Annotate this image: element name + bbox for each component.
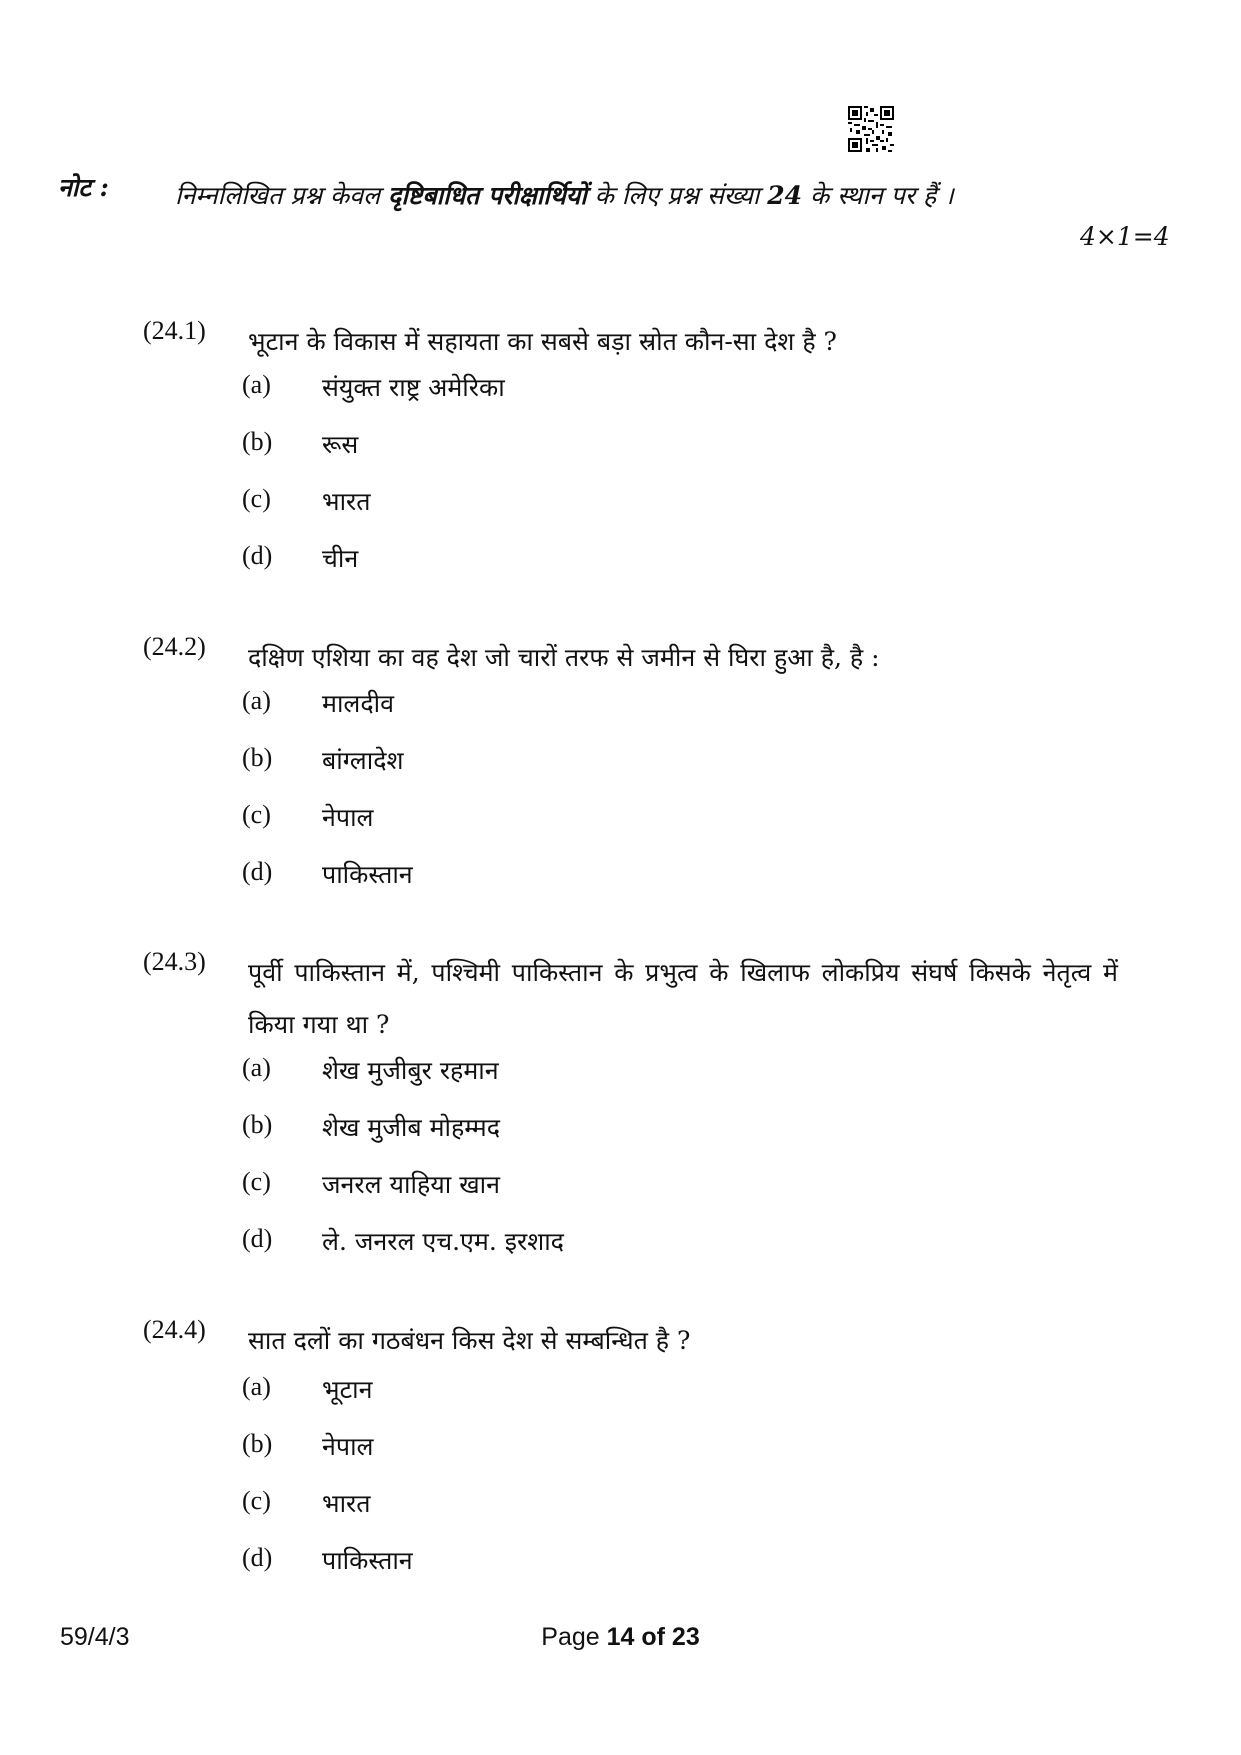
note-text xyxy=(175,170,1125,222)
option-label: (c) xyxy=(242,1167,271,1196)
note-label: नोट : xyxy=(58,173,109,202)
option-label: (a) xyxy=(242,1053,271,1082)
question-text: दक्षिण एशिया का वह देश जो चारों तरफ से जमीन से घिरा हुआ है, है : xyxy=(248,643,880,672)
question-number: (24.4) xyxy=(143,1315,206,1344)
option-text: शेख मुजीब मोहम्मद xyxy=(322,1113,500,1142)
question-number: (24.3) xyxy=(143,947,206,976)
option-text: संयुक्त राष्ट्र अमेरिका xyxy=(322,373,505,402)
marks-scheme: 4×1=4 xyxy=(1080,222,1170,251)
option-label: (b) xyxy=(242,1429,273,1458)
option-text: बांग्लादेश xyxy=(322,746,404,775)
option-text: शेख मुजीबुर रहमान xyxy=(322,1056,499,1085)
question-text: भूटान के विकास में सहायता का सबसे बड़ा स्रोत कौन-सा देश है ? xyxy=(248,327,837,356)
option-label: (d) xyxy=(242,857,273,886)
option-text: ले. जनरल एच.एम. इरशाद xyxy=(322,1227,564,1256)
page-of: of xyxy=(634,1623,672,1651)
option-text: भूटान xyxy=(322,1375,373,1404)
option-label: (a) xyxy=(242,370,271,399)
option-text: भारत xyxy=(322,487,371,516)
page-total: 23 xyxy=(671,1623,700,1651)
option-text: मालदीव xyxy=(322,689,395,718)
option-text: चीन xyxy=(322,544,359,573)
note-question-ref: 24 xyxy=(767,181,803,210)
option-text: पाकिस्तान xyxy=(322,860,413,889)
note-text-part1: निम्नलिखित प्रश्न केवल xyxy=(175,181,389,210)
option-text: नेपाल xyxy=(322,803,374,832)
note-text-bold: दृष्टिबाधित परीक्षार्थियों xyxy=(388,181,587,210)
option-label: (d) xyxy=(242,1543,273,1572)
option-text: पाकिस्तान xyxy=(322,1546,413,1575)
option-text: जनरल याहिया खान xyxy=(322,1170,500,1199)
option-label: (b) xyxy=(242,743,273,772)
page-current: 14 xyxy=(606,1623,635,1651)
option-label: (b) xyxy=(242,1110,273,1139)
option-label: (d) xyxy=(242,541,273,570)
note-text-part2: के लिए प्रश्न संख्या xyxy=(586,181,768,210)
option-label: (d) xyxy=(242,1224,273,1253)
question-number: (24.1) xyxy=(143,316,206,345)
question-number: (24.2) xyxy=(143,632,206,661)
qr-code xyxy=(848,106,894,152)
note-text-part3: के स्थान पर हैं । xyxy=(802,181,954,210)
option-label: (c) xyxy=(242,800,271,829)
page-number xyxy=(0,1623,1241,1652)
question-text: सात दलों का गठबंधन किस देश से सम्बन्धित है ? xyxy=(248,1326,691,1355)
option-label: (a) xyxy=(242,1372,271,1401)
question-text: पूर्वी पाकिस्तान में, पश्चिमी पाकिस्तान के प्रभुत्व के खिलाफ लोकप्रिय संघर्ष किसके नेतृत्व में किया गया था ? xyxy=(248,958,1118,1039)
option-label: (b) xyxy=(242,427,273,456)
option-text: नेपाल xyxy=(322,1432,374,1461)
option-label: (a) xyxy=(242,686,271,715)
option-label: (c) xyxy=(242,484,271,513)
page-prefix: Page xyxy=(541,1623,607,1651)
option-label: (c) xyxy=(242,1486,271,1515)
option-text: भारत xyxy=(322,1489,371,1518)
paper-code: 59/4/3 xyxy=(60,1623,130,1651)
option-text: रूस xyxy=(322,430,359,459)
